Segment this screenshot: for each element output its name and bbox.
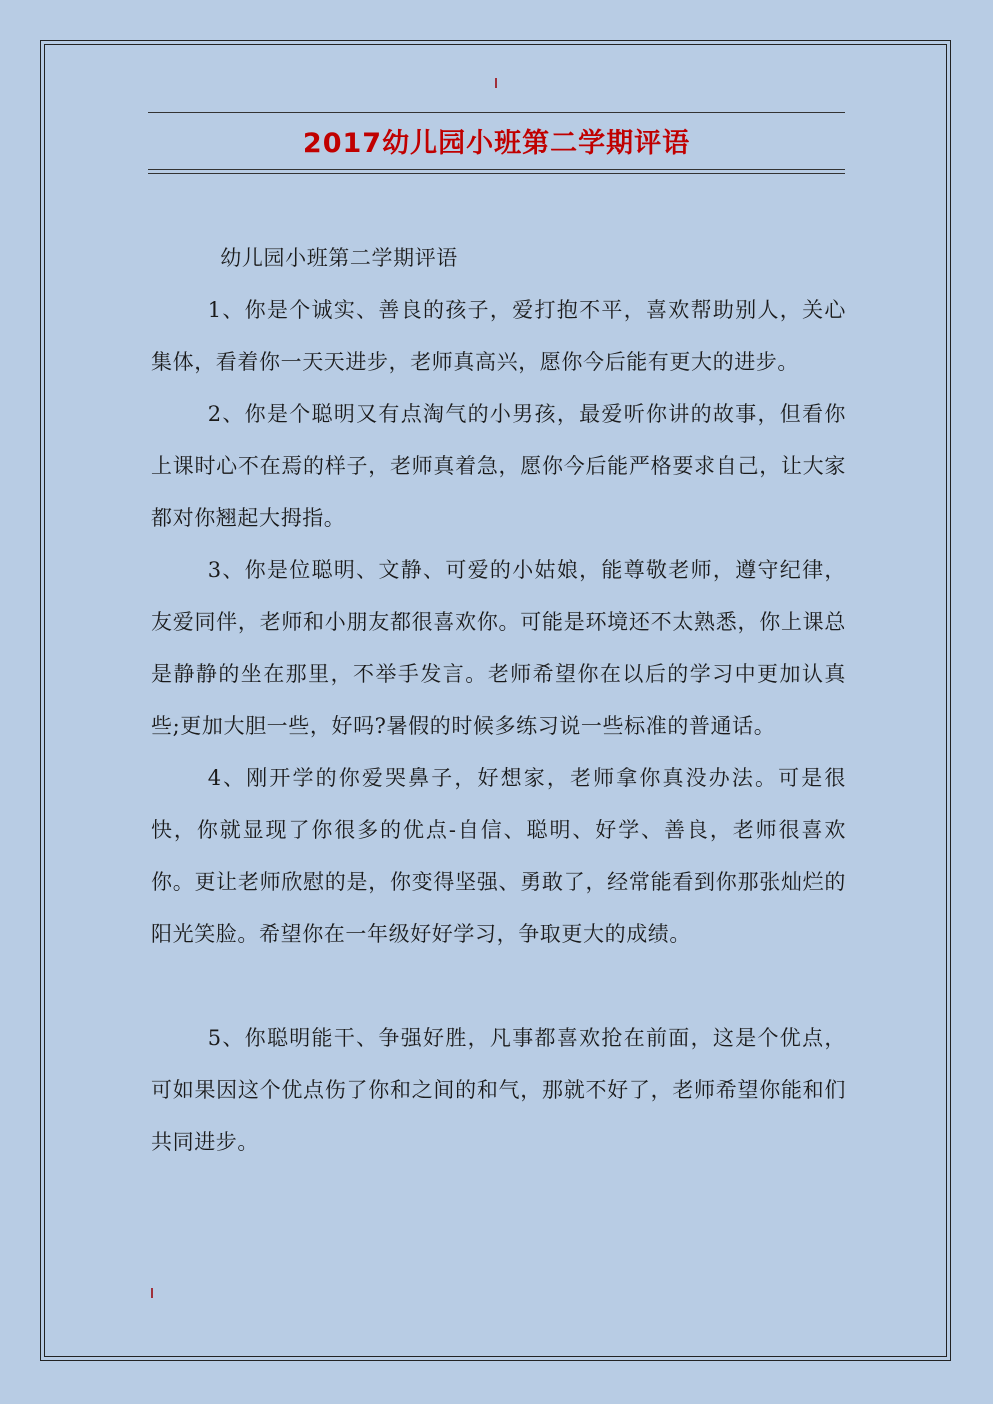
comment-paragraph-3: 3、你是位聪明、文静、可爱的小姑娘，能尊敬老师，遵守纪律，友爱同伴，老师和小朋友都很喜欢你。可能是环境还不太熟悉，你上课总是静静的坐在那里，不举手发言。老师希望你在以后的学习中更加认真些;更加大胆一些，好吗?暑假的时候多练习说一些标准的普通话。 (151, 558, 846, 738)
document-title: 2017幼儿园小班第二学期评语 (302, 128, 691, 159)
document-subtitle: 幼儿园小班第二学期评语 (220, 246, 458, 270)
comment-paragraph-2: 2、你是个聪明又有点淘气的小男孩，最爱听你讲的故事，但看你上课时心不在焉的样子，老师真着急，愿你今后能严格要求自己，让大家都对你翘起大拇指。 (151, 402, 846, 530)
top-corner-mark (495, 78, 497, 88)
bottom-corner-mark (151, 1288, 153, 1298)
title-rule-top (148, 112, 845, 113)
title-rule-bottom (148, 169, 845, 170)
comment-paragraph-4: 4、刚开学的你爱哭鼻子，好想家，老师拿你真没办法。可是很快，你就显现了你很多的优点-自信、聪明、好学、善良，老师很喜欢你。更让老师欣慰的是，你变得坚强、勇敢了，经常能看到你那张灿烂的阳光笑脸。希望你在一年级好好学习，争取更大的成绩。 (151, 766, 846, 946)
comment-paragraph-5: 5、你聪明能干、争强好胜，凡事都喜欢抢在前面，这是个优点，可如果因这个优点伤了你和之间的和气，那就不好了，老师希望你能和们共同进步。 (151, 1026, 846, 1154)
comment-paragraph-1: 1、你是个诚实、善良的孩子，爱打抱不平，喜欢帮助别人，关心集体，看着你一天天进步，老师真高兴，愿你今后能有更大的进步。 (151, 298, 846, 374)
title-rule-bottom-second (148, 173, 845, 174)
document-body (151, 232, 846, 1168)
